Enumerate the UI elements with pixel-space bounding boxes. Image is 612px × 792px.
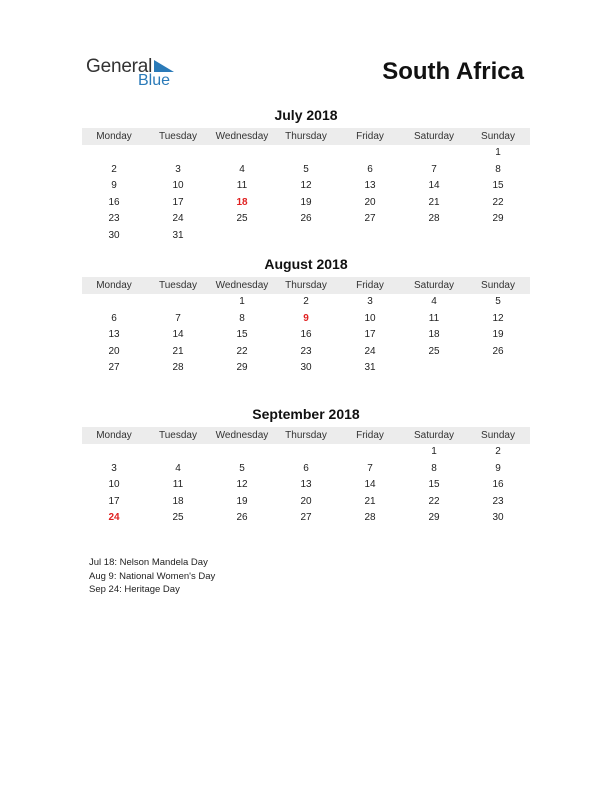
day-cell: 30 xyxy=(300,362,312,374)
day-cell: 15 xyxy=(236,329,248,341)
weekday-label: Saturday xyxy=(413,131,455,142)
day-cell: 1 xyxy=(239,296,245,307)
weekday-header xyxy=(82,427,530,444)
day-cell: 13 xyxy=(364,180,376,192)
empty-cell xyxy=(210,145,274,162)
country-title: South Africa xyxy=(382,58,524,85)
weekday-label: Monday xyxy=(96,131,132,142)
weekday-label: Sunday xyxy=(481,131,515,142)
day-cell: 12 xyxy=(492,312,504,324)
weekday-label: Tuesday xyxy=(159,430,197,441)
day-cell: 21 xyxy=(428,196,440,208)
day-cell: 2 xyxy=(303,296,309,307)
day-cell: 6 xyxy=(367,163,373,175)
day-cell: 19 xyxy=(236,495,248,507)
day-cell: 9 xyxy=(495,462,501,474)
day-cell: 14 xyxy=(428,180,440,192)
day-cell: 29 xyxy=(428,512,440,524)
day-cell: 2 xyxy=(111,163,117,175)
empty-cell xyxy=(146,294,210,311)
day-cell: 5 xyxy=(303,163,309,175)
day-cell: 15 xyxy=(492,180,504,192)
day-cell: 28 xyxy=(428,213,440,225)
day-cell: 18 xyxy=(236,196,248,208)
empty-cell xyxy=(338,228,402,245)
day-cell: 16 xyxy=(108,196,120,208)
day-cell: 3 xyxy=(367,296,373,307)
day-cell: 4 xyxy=(431,296,437,307)
month-title: August 2018 xyxy=(264,256,348,272)
day-cell: 19 xyxy=(492,329,504,341)
logo-triangle-icon xyxy=(154,60,174,72)
empty-cell xyxy=(274,145,338,162)
weekday-label: Sunday xyxy=(481,430,515,441)
day-cell: 21 xyxy=(172,345,184,357)
day-cell: 6 xyxy=(111,312,117,324)
weekday-label: Wednesday xyxy=(215,280,269,291)
day-cell: 21 xyxy=(364,495,376,507)
day-cell: 20 xyxy=(300,495,312,507)
day-cell: 11 xyxy=(172,479,184,491)
day-cell: 18 xyxy=(428,329,440,341)
day-cell: 3 xyxy=(175,163,181,175)
day-cell: 9 xyxy=(111,180,117,192)
day-cell: 18 xyxy=(172,495,184,507)
day-cell: 30 xyxy=(492,512,504,524)
day-cell: 4 xyxy=(175,462,181,474)
weekday-label: Thursday xyxy=(285,430,327,441)
holiday-item: Jul 18: Nelson Mandela Day xyxy=(89,557,208,568)
day-cell: 25 xyxy=(172,512,184,524)
empty-cell xyxy=(402,228,466,245)
day-cell: 29 xyxy=(236,362,248,374)
day-cell: 7 xyxy=(367,462,373,474)
day-cell: 1 xyxy=(431,446,437,457)
weekday-header xyxy=(82,128,530,145)
weekday-label: Thursday xyxy=(285,131,327,142)
holiday-item: Sep 24: Heritage Day xyxy=(89,584,180,595)
day-cell: 26 xyxy=(492,345,504,357)
day-cell: 16 xyxy=(300,329,312,341)
empty-cell xyxy=(402,360,466,377)
empty-cell xyxy=(338,444,402,461)
day-cell: 23 xyxy=(300,345,312,357)
weekday-label: Wednesday xyxy=(215,131,269,142)
day-cell: 25 xyxy=(236,213,248,225)
day-cell: 11 xyxy=(236,180,248,192)
day-cell: 22 xyxy=(428,495,440,507)
day-cell: 16 xyxy=(492,479,504,491)
day-cell: 12 xyxy=(300,180,312,192)
day-cell: 23 xyxy=(108,213,120,225)
day-cell: 20 xyxy=(364,196,376,208)
weekday-label: Friday xyxy=(356,430,384,441)
day-cell: 29 xyxy=(492,213,504,225)
day-cell: 24 xyxy=(364,345,376,357)
empty-cell xyxy=(274,444,338,461)
day-cell: 17 xyxy=(108,495,120,507)
logo-text-general: General xyxy=(86,56,153,77)
day-cell: 9 xyxy=(303,312,309,324)
day-cell: 30 xyxy=(108,229,120,241)
day-cell: 24 xyxy=(108,512,120,524)
empty-cell xyxy=(210,228,274,245)
day-cell: 28 xyxy=(364,512,376,524)
month-september xyxy=(82,405,530,527)
day-cell: 19 xyxy=(300,196,312,208)
day-cell: 31 xyxy=(364,362,376,374)
day-cell: 11 xyxy=(428,312,440,324)
day-cell: 22 xyxy=(236,345,248,357)
day-cell: 13 xyxy=(300,479,312,491)
day-cell: 15 xyxy=(428,479,440,491)
weekday-label: Monday xyxy=(96,430,132,441)
day-cell: 7 xyxy=(431,163,437,175)
empty-cell xyxy=(338,145,402,162)
day-cell: 3 xyxy=(111,462,117,474)
day-cell: 10 xyxy=(364,312,376,324)
month-july xyxy=(82,106,530,245)
day-cell: 8 xyxy=(495,163,501,175)
empty-cell xyxy=(402,145,466,162)
day-cell: 2 xyxy=(495,446,501,457)
day-cell: 13 xyxy=(108,329,120,341)
weekday-label: Tuesday xyxy=(159,280,197,291)
day-cell: 17 xyxy=(364,329,376,341)
empty-cell xyxy=(274,228,338,245)
empty-cell xyxy=(466,228,530,245)
month-title: July 2018 xyxy=(274,107,338,123)
day-cell: 20 xyxy=(108,345,120,357)
day-cell: 28 xyxy=(172,362,184,374)
day-cell: 24 xyxy=(172,213,184,225)
empty-cell xyxy=(466,360,530,377)
weekday-label: Thursday xyxy=(285,280,327,291)
day-cell: 8 xyxy=(431,462,437,474)
day-cell: 22 xyxy=(492,196,504,208)
day-cell: 31 xyxy=(172,229,184,241)
day-cell: 14 xyxy=(364,479,376,491)
holiday-item: Aug 9: National Women's Day xyxy=(89,570,216,582)
day-cell: 27 xyxy=(108,362,120,374)
weekday-label: Friday xyxy=(356,131,384,142)
empty-cell xyxy=(210,444,274,461)
day-cell: 17 xyxy=(172,196,184,208)
day-cell: 1 xyxy=(495,147,501,158)
day-grid xyxy=(82,145,530,245)
month-august xyxy=(82,255,530,377)
weekday-label: Saturday xyxy=(413,430,455,441)
day-cell: 23 xyxy=(492,495,504,507)
empty-cell xyxy=(82,145,146,162)
day-cell: 26 xyxy=(236,512,248,524)
logo-text-blue: Blue xyxy=(138,72,171,89)
weekday-label: Friday xyxy=(356,280,384,291)
day-grid xyxy=(82,294,530,377)
weekday-label: Wednesday xyxy=(215,430,269,441)
day-cell: 25 xyxy=(428,345,440,357)
day-grid xyxy=(82,444,530,527)
day-cell: 10 xyxy=(108,479,120,491)
day-cell: 5 xyxy=(239,462,245,474)
day-cell: 27 xyxy=(364,213,376,225)
empty-cell xyxy=(82,294,146,311)
day-cell: 8 xyxy=(239,312,245,324)
empty-cell xyxy=(146,444,210,461)
day-cell: 26 xyxy=(300,213,312,225)
day-cell: 14 xyxy=(172,329,184,341)
month-title: September 2018 xyxy=(252,406,360,422)
weekday-label: Monday xyxy=(96,280,132,291)
day-cell: 6 xyxy=(303,462,309,474)
day-cell: 27 xyxy=(300,512,312,524)
weekday-header xyxy=(82,277,530,294)
day-cell: 7 xyxy=(175,312,181,324)
weekday-label: Tuesday xyxy=(159,131,197,142)
weekday-label: Saturday xyxy=(413,280,455,291)
logo xyxy=(86,56,196,92)
day-cell: 12 xyxy=(236,479,248,491)
weekday-label: Sunday xyxy=(481,280,515,291)
day-cell: 10 xyxy=(172,180,184,192)
empty-cell xyxy=(146,145,210,162)
day-cell: 4 xyxy=(239,163,245,175)
empty-cell xyxy=(82,444,146,461)
holiday-list xyxy=(89,556,215,597)
day-cell: 5 xyxy=(495,296,501,307)
